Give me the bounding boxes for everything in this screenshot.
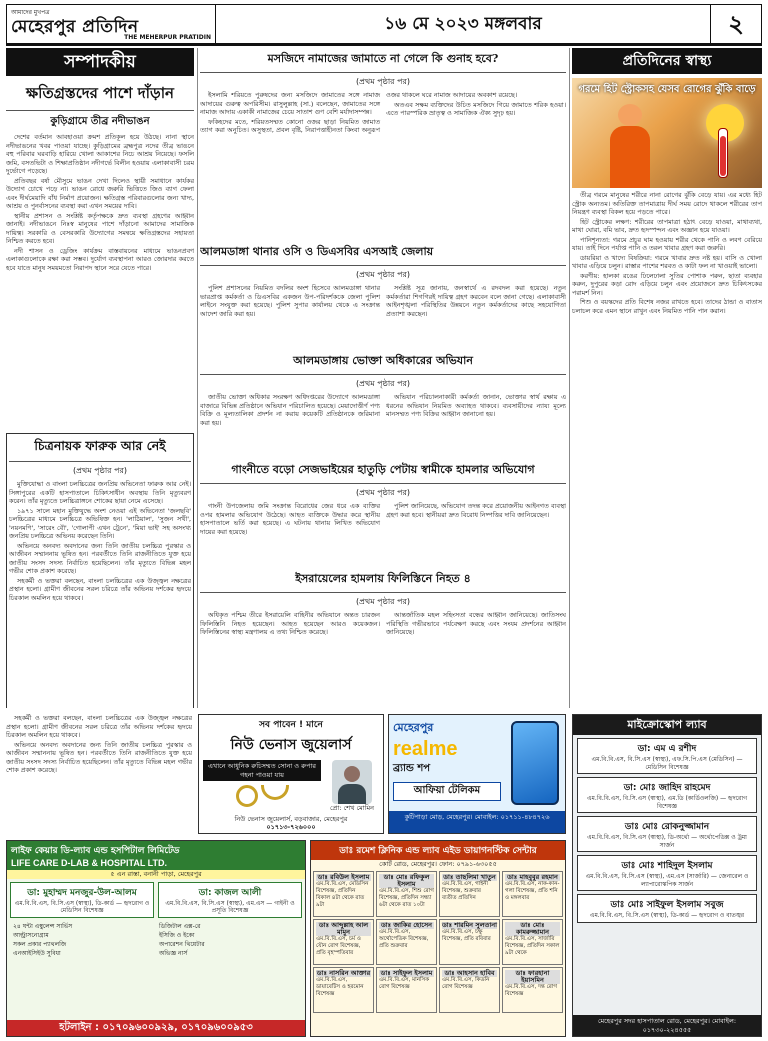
health-body — [572, 191, 762, 703]
doctor-name: ডা: এম এ রশীদ — [637, 744, 697, 754]
gangni-headline: গাংনীতে বড়ো সেজভাইয়ের হাতুড়ি পেটায় স্বামীকে হামলার অভিযোগ — [200, 459, 566, 484]
doctor-name: ডাঃ মোঃ সাইফুল ইসলাম সবুজ — [610, 900, 724, 910]
paper-name-english: THE MEHERPUR PRATIDIN — [124, 34, 211, 41]
doctor-cell-info: এম.বি.বি.এস, কিডনি রোগ বিশেষজ্ঞ — [442, 976, 490, 990]
article-columns — [6, 48, 762, 708]
doctor-cell — [313, 871, 374, 917]
doctor-cell-name: ডাঃ সাইফুল ইসলাম — [380, 968, 433, 977]
alamdanga-oc-body — [200, 284, 566, 350]
realme-city: মেহেরপুর — [393, 721, 434, 734]
necklace-icon — [261, 785, 289, 800]
realme-shop: আফিয়া টেলিকম — [393, 782, 501, 801]
column-divider — [197, 48, 198, 708]
jewellers-address: নিউ ভেনাস জুয়েলার্স, বড়বাজার, মেহেরপুর — [234, 814, 348, 823]
obituary-paragraph: অভিনয়ে অনবদ্য অবদানের জন্য তিনি জাতীয় চলচ্চিত্র পুরস্কার ও আজীবন সম্মাননায় ভূষিত হন। পরবর্তীতে তিনি রাজনীতিতে যুক্ত হয়ে জাতীয় সংসদ সদস্য নির্বাচিত হয়েছিলেন। তাঁর মৃত্যুতে বিভিন্ন মহল গভীর শোক প্রকাশ করেছে। — [9, 541, 191, 575]
doctor-cell — [502, 967, 563, 1013]
doctor-cell-info: এম.বি.বি.এস, মেডিসিন বিশেষজ্ঞ, প্রতিদিন বিকাল ৪টা থেকে রাত ৯টা — [316, 880, 369, 908]
editorial-paragraph: স্থানীয় প্রশাসন ও সংশ্লিষ্ট কর্তৃপক্ষকে দ্রুত ব্যবস্থা গ্রহণের আহ্বান জানাই। নদীভাঙনে নিঃস্ব মানুষের পাশে দাঁড়ানো আমাদের সামাজিক দায়িত্ব। সরকারি ও বেসরকারি উদ্যোগের সমন্বয়ে ক্ষতিগ্রস্তদের সহায়তা নিশ্চিত করতে হবে। — [6, 211, 194, 245]
doctor-cell-name: ডাঃ রবিউল ইসলাম — [317, 872, 370, 881]
obituary-continuation — [6, 714, 192, 834]
paper-name: মেহেরপুর প্রতিদিন — [11, 17, 139, 37]
doctor-degree: এম.বি.বি.এস, বি.সি.এস (স্বাস্থ্য), এফ.সি.পি.এস (মেডিসিন) — মেডিসিন বিশেষজ্ঞ — [591, 756, 743, 771]
heatstroke-image-title: গরমে হিট স্ট্রোকসহ যেসব রোগের ঝুঁকি বাড়ে — [578, 84, 756, 95]
israel-paragraph: অধিকৃত পশ্চিম তীরে ইসরায়েলি বাহিনীর অভিযানে অন্তত চারজন ফিলিস্তিনি নিহত হয়েছেন। আহত হয়েছেন আরও কয়েকজন। ফিলিস্তিনের স্বাস্থ্য মন্ত্রণালয় এ তথ্য নিশ্চিত করেছে। — [200, 611, 380, 636]
doctor-cell-name: ডাঃ জাকির হোসেন — [380, 920, 433, 929]
service-item: অপারেশন থিয়েটার — [159, 940, 205, 948]
doctor-degree: এম.বি.বি.এস, বি.সি.এস (স্বাস্থ্য), এম.ডি (কার্ডিওলজি) — হৃদরোগ বিশেষজ্ঞ — [586, 795, 748, 810]
doctor-cell-info: এম.বি.বি.এস, অর্থোপেডিক বিশেষজ্ঞ, প্রতি শুক্রবার — [379, 928, 429, 949]
doctor-cell — [376, 871, 437, 917]
realme-ad — [388, 714, 566, 834]
column-divider — [569, 48, 570, 708]
doctor-cell — [313, 967, 374, 1013]
gangni-body — [200, 502, 566, 568]
obituary-continuation-paragraph: সহকর্মী ও ভক্তরা বলছেন, বাংলা চলচ্চিত্রের এক উজ্জ্বল নক্ষত্রের প্রস্থান হলো। গ্রামীণ জীবনের সরল চরিত্রে তাঁর অভিনয় দর্শকের হৃদয়ে চিরকাল অমলিন হয়ে থাকবে। — [6, 714, 192, 739]
doctor-card — [577, 894, 757, 923]
doctor-cell-name: ডাঃ মোঃ কামরুজ্জামান — [505, 922, 560, 936]
left-column — [6, 48, 194, 708]
doctor-cell-info: এম.বি.বি.এস, চক্ষু বিশেষজ্ঞ, প্রতি রবিবার — [442, 928, 491, 942]
owner-photo — [332, 760, 372, 804]
lifecare-services — [7, 921, 305, 960]
obituary-box — [6, 433, 194, 708]
gangni-paragraph: গাংনী উপজেলায় জমি সংক্রান্ত বিরোধের জের ধরে এক ব্যক্তির ওপর হামলার অভিযোগ উঠেছে। আহত ব্যক্তিকে উদ্ধার করে স্থানীয় হাসপাতালে ভর্তি করা হয়েছে। এ ঘটনায় থানায় লিখিত অভিযোগ দায়ের করা হয়েছে। — [200, 502, 380, 536]
mosque-paragraph: অতএব সক্ষম ব্যক্তিদের উচিত মসজিদে গিয়ে জামাতে শরিক হওয়া। এতে পারস্পরিক ভ্রাতৃত্ব ও সামাজিক ঐক্য সুদৃঢ় হয়। — [386, 100, 566, 117]
mosque-sub: (প্রথম পৃষ্ঠার পর) — [355, 77, 411, 86]
doctor-cell-name: ডাঃ ফারহানা ইয়াসমিন — [505, 970, 560, 984]
mosque-body — [200, 91, 566, 241]
doctor-cell-info: এম.বি.বি.এস, সার্জারি বিশেষজ্ঞ, প্রতিদিন সকাল ৯টা থেকে — [505, 935, 560, 956]
worker-figure-icon — [610, 126, 650, 188]
masthead — [6, 4, 762, 46]
jewellers-phone: ০১৭১৩-৭২৬০০০ — [266, 823, 316, 831]
editorial-body — [6, 133, 194, 429]
service-item: ২৪ ঘন্টা এম্বুলেন্স সার্ভিস — [13, 922, 73, 930]
health-paragraph: হিট স্ট্রোকের লক্ষণ: শরীরের তাপমাত্রা হঠাৎ বেড়ে যাওয়া, মাথাব্যথা, মাথা ঘোরা, বমি ভাব, দ্রুত হৃদস্পন্দন এবং অজ্ঞান হয়ে যাওয়া। — [572, 217, 762, 234]
masthead-logo — [6, 4, 216, 44]
jewellers-name: নিউ ভেনাস জুয়েলার্স — [230, 737, 352, 753]
doctor-cell-name: ডাঃ নাসরিন আক্তার — [316, 968, 371, 977]
editorial-paragraph: প্রতিবছর বর্ষা মৌসুমে ভাঙন দেখা দিলেও স্থায়ী সমাধানে কার্যকর উদ্যোগ চোখে পড়ে না। ভাঙন রোধে জরুরি ভিত্তিতে জিও ব্যাগ ফেলা এবং দীর্ঘমেয়াদি বাঁধ নির্মাণ প্রয়োজন। ক্ষতিগ্রস্ত পরিবারগুলোর জন্য খাদ্য, আশ্রয় ও পুনর্বাসনের ব্যবস্থা করা এখন সময়ের দাবি। — [6, 176, 194, 210]
lifecare-hotline: হটলাইন : ০১৭০৯৬০০৯২৯, ০১৭০৯৬০০৯৫৩ — [7, 1020, 305, 1036]
editorial-label: সম্পাদকীয় — [6, 48, 194, 76]
ramesh-clinic-ad — [310, 840, 566, 1037]
phone-icon — [511, 721, 559, 805]
obituary-body — [9, 480, 191, 708]
editorial-headline: ক্ষতিগ্রস্তদের পাশে দাঁড়ান — [6, 80, 194, 111]
jewellers-tag: এখানে আধুনিক রুচিসম্মত সোনা ও রুপার গহনা পাওয়া যায় — [203, 760, 321, 781]
health-paragraph: পানিশূন্যতা: গরমে প্রচুর ঘাম হওয়ায় শরীর থেকে পানি ও লবণ বেরিয়ে যায়। তাই দিনে পর্যাপ্ত পানি ও তরল খাবার গ্রহণ করা জরুরি। — [572, 235, 762, 252]
health-paragraph: শিশু ও বয়স্কদের প্রতি বিশেষ নজর রাখতে হবে। তাদের ঠান্ডা ও বাতাস চলাচল করে এমন স্থানে রাখুন এবং নিয়মিত পানি পান করান। — [572, 298, 762, 315]
doctor-cell-name: ডাঃ মোঃ রফিকুল ইসলাম — [379, 874, 434, 888]
doctor-cell-name: ডাঃ আহসান হাবিব — [442, 970, 497, 977]
obituary-sub: (প্রথম পৃষ্ঠার পর) — [72, 466, 128, 475]
editorial-kicker: কুড়িগ্রামে তীব্র নদীভাঙন — [50, 116, 150, 127]
alamdanga-oc-sub: (প্রথম পৃষ্ঠার পর) — [355, 270, 411, 279]
doctor-cell-info: এম.বি.বি.এস, চর্ম ও যৌন রোগ বিশেষজ্ঞ, প্রতি বৃহস্পতিবার — [316, 935, 361, 956]
alamdanga-oc-paragraph: সংশ্লিষ্ট সূত্র জানায়, জনস্বার্থে এ রদবদল করা হয়েছে। নতুন কর্মকর্তারা শিগগিরই দায়িত্ব গ্রহণ করবেন বলে জানা গেছে। এলাকাবাসী আইনশৃঙ্খলা পরিস্থিতির উন্নয়নে নতুন কর্মকর্তাদের কাছে সহযোগিতা প্রত্যাশা করছেন। — [386, 284, 566, 318]
alamdanga-oc-paragraph: পুলিশ প্রশাসনের নিয়মিত বদলির অংশ হিসেবে আলমডাঙ্গা থানার ভারপ্রাপ্ত কর্মকর্তা ও ডিএসবির একজন উপ-পরিদর্শককে জেলা পুলিশ লাইনে সংযুক্ত করা হয়েছে। পুলিশ সুপার কার্যালয় থেকে এ সংক্রান্ত আদেশ জারি করা হয়। — [200, 284, 380, 318]
lifecare-title-en: LIFE CARE D-LAB & HOSPITAL LTD. — [11, 858, 167, 868]
doctor-cell — [502, 871, 563, 917]
realme-sub: ব্র্যান্ড শপ — [393, 763, 431, 774]
israel-sub: (প্রথম পৃষ্ঠার পর) — [355, 597, 411, 606]
doctor-cell-name: ডাঃ শারমিন সুলতানা — [442, 920, 497, 929]
service-item: আল্ট্রাসনোগ্রাম — [13, 931, 49, 939]
consumer-drive-body — [200, 393, 566, 459]
advertisements — [6, 714, 762, 1037]
lifecare-title: লাইফ কেয়ার ডি-ল্যাব এন্ড হসপিটাল লিমিটেড — [11, 846, 180, 856]
ramesh-clinic-title: ডাঃ রমেশ ক্লিনিক এন্ড ল্যাব এইড ডায়াগনস্টিক সেন্টার — [311, 841, 565, 860]
mosque-paragraph: ইসলামি শরিয়তে পুরুষদের জন্য মসজিদে জামাতের সঙ্গে নামাজ আদায়ের গুরুত্ব অপরিসীম। রাসুলুল্লাহ (সা.) বলেছেন, জামাতের সঙ্গে নামাজ আদায় একাকী নামাজের চেয়ে সাতাশ গুণ বেশি মর্যাদাসম্পন্ন। — [200, 91, 380, 116]
service-item: সকল প্রকার প্যাথলজি — [13, 940, 67, 948]
service-item: অভিজ্ঞ নার্স — [159, 949, 188, 957]
doctor-cell — [376, 967, 437, 1013]
doctor-card — [577, 816, 757, 852]
issue-date: ১৬ মে ২০২৩ মঙ্গলবার — [216, 4, 711, 44]
jewellers-top: সব পাবেন ! মানে — [259, 720, 323, 730]
doctor-cell-info: এম.বি.বি.এস, নাক-কান-গলা বিশেষজ্ঞ, প্রতি শনি ও মঙ্গলবার — [505, 880, 560, 901]
obituary-continuation-paragraph: অভিনয়ে অনবদ্য অবদানের জন্য তিনি জাতীয় চলচ্চিত্র পুরস্কার ও আজীবন সম্মাননায় ভূষিত হন। পরবর্তীতে তিনি রাজনীতিতে যুক্ত হয়ে জাতীয় সংসদ সদস্য নির্বাচিত হয়েছিলেন। তাঁর মৃত্যুতে বিভিন্ন মহল গভীর শোক প্রকাশ করেছে। — [6, 740, 192, 774]
thermometer-icon — [718, 128, 728, 178]
lifecare-ad — [6, 840, 306, 1037]
masthead-tagline: আমাদের মুখপত্র — [11, 9, 50, 16]
doctor-degree: এম.বি.বি.এস, বি.সি.এস (স্বাস্থ্য), ডি-কার্ড — হৃদরোগ ও বাতজ্বর — [589, 912, 745, 919]
middle-column — [200, 48, 566, 708]
obituary-paragraph: ১৯৭১ সালে মহান মুক্তিযুদ্ধে অংশ নেওয়া এই অভিনেতা 'জলছবি' চলচ্চিত্রের মাধ্যমে চলচ্চিত্রে অভিষিক্ত হন। 'লাঠিয়াল', 'সুজন সখী', 'নয়নমণি', 'সারেং বৌ', 'গোলাপী এখন ট্রেনে', 'মিয়া ভাই' সহ অসংখ্য জনপ্রিয় চলচ্চিত্রে অভিনয় করেছেন তিনি। — [9, 506, 191, 540]
health-paragraph: তীব্র গরমে মানুষের শরীরে নানা রোগের ঝুঁকি বেড়ে যায়। এর মধ্যে হিট স্ট্রোক অন্যতম। অতিরিক্ত তাপমাত্রায় দীর্ঘ সময় রোদে থাকলে শরীরের তাপ নিয়ন্ত্রণ ব্যবস্থা বিকল হয়ে পড়তে পারে। — [572, 191, 762, 216]
health-paragraph: ডায়রিয়া ও খাদ্যে বিষক্রিয়া: গরমে খাবার দ্রুত নষ্ট হয়। বাসি ও খোলা খাবার এড়িয়ে চলুন। রাস্তার পাশের শরবত ও কাটা ফল না খাওয়াই ভালো। — [572, 253, 762, 270]
microscope-lab-ad — [572, 714, 762, 1037]
editorial-paragraph: দেশের বর্তমান আবহাওয়া ক্রমশ প্রতিকূল হয়ে উঠছে। নানা স্থানে নদীভাঙনের খবর পাওয়া যাচ্ছে। কুড়িগ্রামের ব্রহ্মপুত্র নদের তীব্র ভাঙনে বহু পরিবার ঘরবাড়ি হারিয়ে খোলা আকাশের নিচে আশ্রয় নিয়েছে। ফসলি জমি, বসতভিটা ও শিক্ষাপ্রতিষ্ঠান নদীগর্ভে বিলীন হওয়ায় এলাকাবাসী চরম দুর্ভোগে পড়েছে। — [6, 133, 194, 175]
lifecare-doctor-2: ডা: কাজল আলী — [198, 887, 262, 898]
obituary-headline: চিত্রনায়ক ফারুক আর নেই — [9, 436, 191, 462]
gangni-paragraph: পুলিশ জানিয়েছে, অভিযোগ তদন্ত করে প্রয়োজনীয় আইনগত ব্যবস্থা গ্রহণ করা হবে। স্থানীয়রা দ্রুত বিরোধ নিষ্পত্তির দাবি জানিয়েছেন। — [386, 502, 566, 519]
obituary-paragraph: মুক্তিযোদ্ধা ও বাংলা চলচ্চিত্রের জনপ্রিয় অভিনেতা ফারুক আর নেই। সিঙ্গাপুরের একটি হাসপাতালে চিকিৎসাধীন অবস্থায় তিনি মৃত্যুবরণ করেন। তাঁর মৃত্যুতে চলচ্চিত্রাঙ্গনে শোকের ছায়া নেমে এসেছে। — [9, 480, 191, 505]
doctor-cell-info: এম.বি.বি.এস, গাইনী বিশেষজ্ঞ, শুক্রবার ব্যতীত প্রতিদিন — [442, 880, 488, 901]
doctor-cell — [439, 967, 500, 1013]
lifecare-doctor-2-degree: এম.বি.বি.এস, বি.সি.এস (স্বাস্থ্য), এম.এস — গাইনী ও প্রসূতি বিশেষজ্ঞ — [165, 899, 295, 914]
right-column — [572, 48, 762, 708]
doctor-cell — [439, 919, 500, 965]
service-item: এনআইসিইউ সুবিধা — [13, 949, 61, 957]
editorial-paragraph: নদী শাসন ও ড্রেজিং কার্যক্রম বাস্তবায়নের মাধ্যমে ভাঙনপ্রবণ এলাকাগুলোকে রক্ষা করা সম্ভব। দুর্যোগ ব্যবস্থাপনা আরও জোরদার করতে হবে যাতে মানুষ সময়মতো নিরাপদ স্থানে সরে যেতে পারে। — [6, 246, 194, 272]
mosque-paragraph: ফকিহদের মতে, শরিয়তসম্মত কোনো ওজর ছাড়া নিয়মিত জামাত ত্যাগ করা অনুচিত। অসুস্থতা, প্রবল বৃষ্টি, নিরাপত্তাহীনতা কিংবা অনুরূপ ওজর থাকলে ঘরে নামাজ আদায়ের অবকাশ রয়েছে। — [200, 91, 518, 134]
jewellers-owner: প্রো: শেখ মোমিন — [330, 804, 374, 812]
service-item: ডিজিটাল এক্স-রে — [159, 922, 201, 930]
health-paragraph: করণীয়: হালকা রঙের ঢিলেঢালা সুতির পোশাক পরুন, ছাতা ব্যবহার করুন, দুপুরের কড়া রোদ এড়িয়ে চলুন এবং প্রয়োজনে দ্রুত চিকিৎসকের পরামর্শ নিন। — [572, 271, 762, 297]
doctor-name: ডাঃ মোঃ শাহিদুল ইসলাম — [621, 861, 713, 871]
page-number: ২ — [711, 4, 762, 44]
ring-icon — [236, 785, 258, 807]
health-label: প্রতিদিনের স্বাস্থ্য — [572, 48, 762, 74]
doctor-cell-info: এম.বি.বি.এস, শিশু রোগ বিশেষজ্ঞ, প্রতিদিন সন্ধ্যা ৬টা থেকে রাত ১০টা — [379, 887, 434, 908]
consumer-drive-paragraph: অভিযান পরিচালনাকারী কর্মকর্তা জানান, ভোক্তার স্বার্থ রক্ষায় এ ধরনের অভিযান নিয়মিত অব্যাহত থাকবে। ব্যবসায়ীদের ন্যায্য মূল্যে মানসম্মত পণ্য বিক্রির আহ্বান জানানো হয়। — [386, 393, 566, 418]
doctor-cell-info: এম.বি.বি.এস, ডায়াবেটিস ও হরমোন বিশেষজ্ঞ — [316, 976, 364, 997]
doctor-name: ডাঃ মোঃ রোকনুজ্জামান — [624, 822, 710, 832]
service-item: ইসিজি ও ইকো — [159, 931, 195, 939]
consumer-drive-sub: (প্রথম পৃষ্ঠার পর) — [355, 379, 411, 388]
lifecare-doctor-1: ডা: মুহাম্মদ মনজুর-উল-আলম — [27, 887, 137, 898]
lifecare-doctor-1-degree: এম.বি.বি.এস, বি.সি.এস (স্বাস্থ্য), ডি-কার্ড — হৃদরোগ ও মেডিসিন বিশেষজ্ঞ — [14, 899, 150, 914]
realme-address: কুটিপাড়া মোড়, মেহেরপুর। মোবাইল: ০১৭১১-৪৮৪৭২৬ — [389, 811, 565, 834]
doctor-cell — [502, 919, 563, 965]
doctor-cell-name: ডাঃ তাছলিমা খাতুন — [443, 872, 496, 881]
worker-head-icon — [618, 104, 642, 126]
doctor-degree: এম.বি.বি.এস, বি.সি.এস (স্বাস্থ্য), এম.এস (সার্জারি) — জেনারেল ও ল্যাপারোস্কপিক সার্জন — [585, 873, 749, 888]
doctor-name: ডা: মোঃ জাহিদ রাহমেদ — [623, 783, 711, 793]
doctor-card — [577, 738, 757, 774]
alamdanga-oc-headline: আলমডাঙ্গা থানার ওসি ও ডিএসবির এসআই জেলায় — [200, 241, 566, 266]
doctor-cell — [376, 919, 437, 965]
doctor-degree: এম.বি.বি.এস, বি.সি.এস (স্বাস্থ্য), ডি-অর্থো — অর্থোপেডিক্স ও ট্রমা সার্জন — [587, 834, 747, 849]
microscope-lab-footer: মেহেরপুর সদর হাসপাতাল রোড, মেহেরপুর। মোবাইল: ০১৭৩০-২২৪৫৫৫ — [573, 1015, 761, 1036]
doctor-cell-info: এম.বি.বি.এস, মানসিক রোগ বিশেষজ্ঞ — [379, 976, 430, 990]
doctor-cell — [439, 871, 500, 917]
obituary-continuation-body — [6, 714, 192, 834]
gangni-sub: (প্রথম পৃষ্ঠার পর) — [355, 488, 411, 497]
obituary-paragraph: সহকর্মী ও ভক্তরা বলছেন, বাংলা চলচ্চিত্রের এক উজ্জ্বল নক্ষত্রের প্রস্থান হলো। গ্রামীণ জীবনের সরল চরিত্রে তাঁর অভিনয় দর্শকের হৃদয়ে চিরকাল অমলিন হয়ে থাকবে। — [9, 576, 191, 602]
consumer-drive-paragraph: জাতীয় ভোক্তা অধিকার সংরক্ষণ অধিদপ্তরের উদ্যোগে আলমডাঙ্গা বাজারে বিভিন্ন প্রতিষ্ঠানে অভিযান পরিচালিত হয়েছে। মেয়াদোত্তীর্ণ পণ্য বিক্রি ও মূল্যতালিকা প্রদর্শন না করায় কয়েকটি প্রতিষ্ঠানকে জরিমানা করা হয়। — [200, 393, 380, 427]
israel-headline: ইসরায়েলের হামলায় ফিলিস্তিনে নিহত ৪ — [200, 568, 566, 593]
microscope-lab-title: মাইক্রোস্কোপ ল্যাব — [573, 715, 761, 735]
ramesh-doctor-grid — [311, 869, 565, 1015]
doctor-cell-name: ডাঃ মাহবুবুর রহমান — [505, 874, 560, 881]
consumer-drive-headline: আলমডাঙ্গায় ভোক্তা অধিকারের অভিযান — [200, 350, 566, 375]
israel-paragraph: আন্তর্জাতিক মহল সহিংসতা বন্ধের আহ্বান জানিয়েছে। জাতিসংঘ পরিস্থিতি গভীরভাবে পর্যবেক্ষণ করছে এবং সংযম প্রদর্শনের আহ্বান জানিয়েছে। — [386, 611, 566, 636]
doctor-cell-info: এম.বি.বি.এস, দন্ত রোগ বিশেষজ্ঞ — [505, 983, 557, 997]
realme-brand: realme — [393, 738, 458, 760]
doctor-cell-name: ডাঃ আব্দুল্লাহ আল মামুন — [316, 922, 371, 936]
doctor-card — [577, 855, 757, 891]
israel-body — [200, 611, 566, 671]
lifecare-address: ৫ এন রাস্তা, বনানী পাড়া, মেহেরপুর — [7, 870, 305, 879]
mosque-headline: মসজিদে নামাজের জামাতে না গেলে কি গুনাহ হবে? — [200, 48, 566, 73]
doctor-card — [577, 777, 757, 813]
doctor-cell — [313, 919, 374, 965]
heatstroke-image — [572, 78, 762, 188]
ramesh-clinic-address: কোর্ট রোড, মেহেরপুর। ফোন: ০৭৯১-৬৩০৫৫ — [379, 860, 497, 868]
jewellers-ad — [198, 714, 384, 834]
